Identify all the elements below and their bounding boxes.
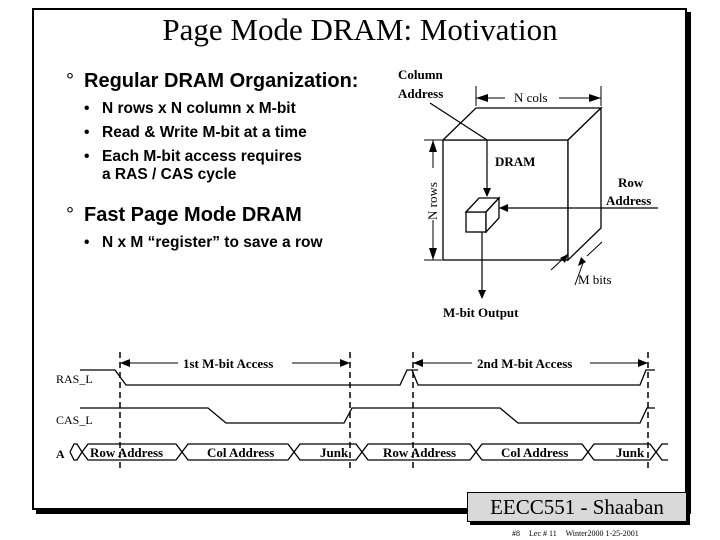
bullet-dot-icon: • xyxy=(84,234,90,251)
slide-number: #8 xyxy=(512,529,520,538)
footer-slide-info xyxy=(512,529,646,538)
dram-cube xyxy=(443,108,601,260)
address-cell: Row Address xyxy=(383,445,457,460)
m-bit-output-label: M-bit Output xyxy=(443,305,519,320)
bullet-item-continuation: a RAS / CAS cycle xyxy=(102,166,237,183)
term-date: Winter2000 1-25-2001 xyxy=(565,529,639,538)
degree-bullet-icon: ° xyxy=(66,70,74,92)
bullet-item: • N rows x N column x M-bit xyxy=(84,100,296,117)
first-access-label: 1st M-bit Access xyxy=(183,356,274,371)
arrow-right-icon xyxy=(589,94,601,102)
signal-label-cas: CAS_L xyxy=(56,413,93,427)
bullet-item: • Each M-bit access requires xyxy=(84,148,302,165)
bullet-heading-fast-page-mode: ° Fast Page Mode DRAM xyxy=(66,204,302,226)
bullet-dot-icon: • xyxy=(84,100,90,117)
address-cell: Col Address xyxy=(207,445,275,460)
timing-diagram xyxy=(56,352,668,468)
row-address-label-line1: Row xyxy=(618,175,644,190)
row-address-label-line2: Address xyxy=(606,193,652,208)
column-address-label-line2: Address xyxy=(398,86,444,101)
arrow-left-icon xyxy=(476,94,488,102)
m-bits-label: M bits xyxy=(578,272,612,287)
bullet-dot-icon: • xyxy=(84,148,90,165)
bullet-item: • N x M “register” to save a row xyxy=(84,234,323,251)
n-rows-label: N rows xyxy=(425,182,440,220)
slide-title: Page Mode DRAM: Motivation xyxy=(162,12,558,47)
n-cols-label: N cols xyxy=(514,90,548,105)
arrow-up-icon xyxy=(429,140,437,152)
address-cell: Junk xyxy=(616,445,645,460)
degree-bullet-icon: ° xyxy=(66,204,74,226)
second-access-label: 2nd M-bit Access xyxy=(477,356,573,371)
bullet-item: • Read & Write M-bit at a time xyxy=(84,124,307,141)
signal-label-address: A xyxy=(56,447,65,461)
address-cell: Row Address xyxy=(90,445,164,460)
lecture-number: Lec # 11 xyxy=(529,529,557,538)
signal-label-ras: RAS_L xyxy=(56,372,93,386)
cas-waveform xyxy=(80,408,655,423)
address-cell: Junk xyxy=(320,445,349,460)
arrow-down-icon xyxy=(429,248,437,260)
bullet-dot-icon: • xyxy=(84,124,90,141)
address-cell: Col Address xyxy=(501,445,569,460)
column-address-label-line1: Column xyxy=(398,67,443,82)
footer-brand-box: EECC551 - Shaaban xyxy=(467,492,687,522)
dram-label: DRAM xyxy=(495,154,536,169)
ras-waveform xyxy=(80,370,655,385)
bullet-heading-regular-dram: ° Regular DRAM Organization: xyxy=(66,70,359,92)
